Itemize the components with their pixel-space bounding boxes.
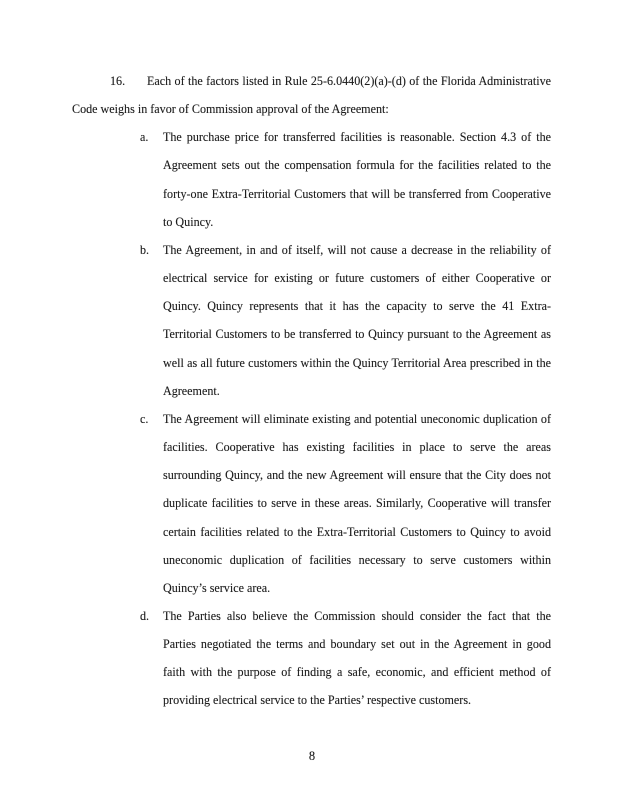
paragraph-number: 16. — [110, 74, 126, 88]
text-line: Quincy’s service area. — [163, 580, 271, 595]
text-line: providing electrical service to the Parties’ respective customers. — [163, 693, 472, 708]
list-marker-d: d. — [140, 608, 150, 623]
text-line: facilities. Cooperative has existing facilities in place to serve the areas — [163, 440, 551, 455]
text-line: uneconomic duplication of facilities necessary to serve customers within — [163, 552, 551, 567]
text-line: Parties negotiated the terms and boundary set out in the Agreement in good — [163, 637, 551, 652]
list-item-a — [72, 123, 551, 236]
list-marker-a: a. — [140, 130, 149, 145]
text-line: The Agreement, in and of itself, will not cause a decrease in the reliability of — [163, 242, 551, 257]
text-line: Agreement. — [163, 383, 220, 398]
text-line: The purchase price for transferred facilities is reasonable. Section 4.3 of the — [163, 130, 551, 145]
text-line: surrounding Quincy, and the new Agreement will ensure that the City does not — [163, 468, 551, 483]
text-line: well as all future customers within the Quincy Territorial Area prescribed in the — [163, 355, 551, 370]
document-body — [72, 67, 551, 715]
text-line: duplicate facilities to serve in these areas. Similarly, Cooperative will transfer — [163, 496, 551, 511]
text-line: Agreement sets out the compensation formula for the facilities related to the — [163, 158, 551, 173]
text-line: Each of the factors listed in Rule 25-6.0440(2)(a)-(d) of the Florida Administrative — [147, 74, 551, 88]
text-line: certain facilities related to the Extra-Territorial Customers to Quincy to avoid — [163, 524, 551, 539]
list-item-b — [72, 236, 551, 405]
text-line: faith with the purpose of finding a safe, economic, and efficient method of — [163, 665, 551, 680]
text-line: Code weighs in favor of Commission approval of the Agreement: — [72, 102, 389, 117]
list-marker-c: c. — [140, 411, 149, 426]
text-line: forty-one Extra-Territorial Customers that will be transferred from Cooperative — [163, 186, 551, 201]
list-item-c — [72, 405, 551, 602]
text-line: electrical service for existing or future customers of either Cooperative or — [163, 271, 551, 286]
text-line: Quincy. Quincy represents that it has the capacity to serve the 41 Extra- — [163, 299, 551, 314]
list-item-d — [72, 602, 551, 715]
text-line: The Parties also believe the Commission should consider the fact that the — [163, 608, 551, 623]
list-marker-b: b. — [140, 242, 150, 257]
text-line: Territorial Customers to be transferred to Quincy pursuant to the Agreement as — [163, 327, 551, 342]
paragraph-16 — [72, 67, 551, 123]
text-line: to Quincy. — [163, 214, 214, 229]
text-line: The Agreement will eliminate existing and potential uneconomic duplication of — [163, 411, 551, 426]
page-number: 8 — [308, 749, 316, 763]
